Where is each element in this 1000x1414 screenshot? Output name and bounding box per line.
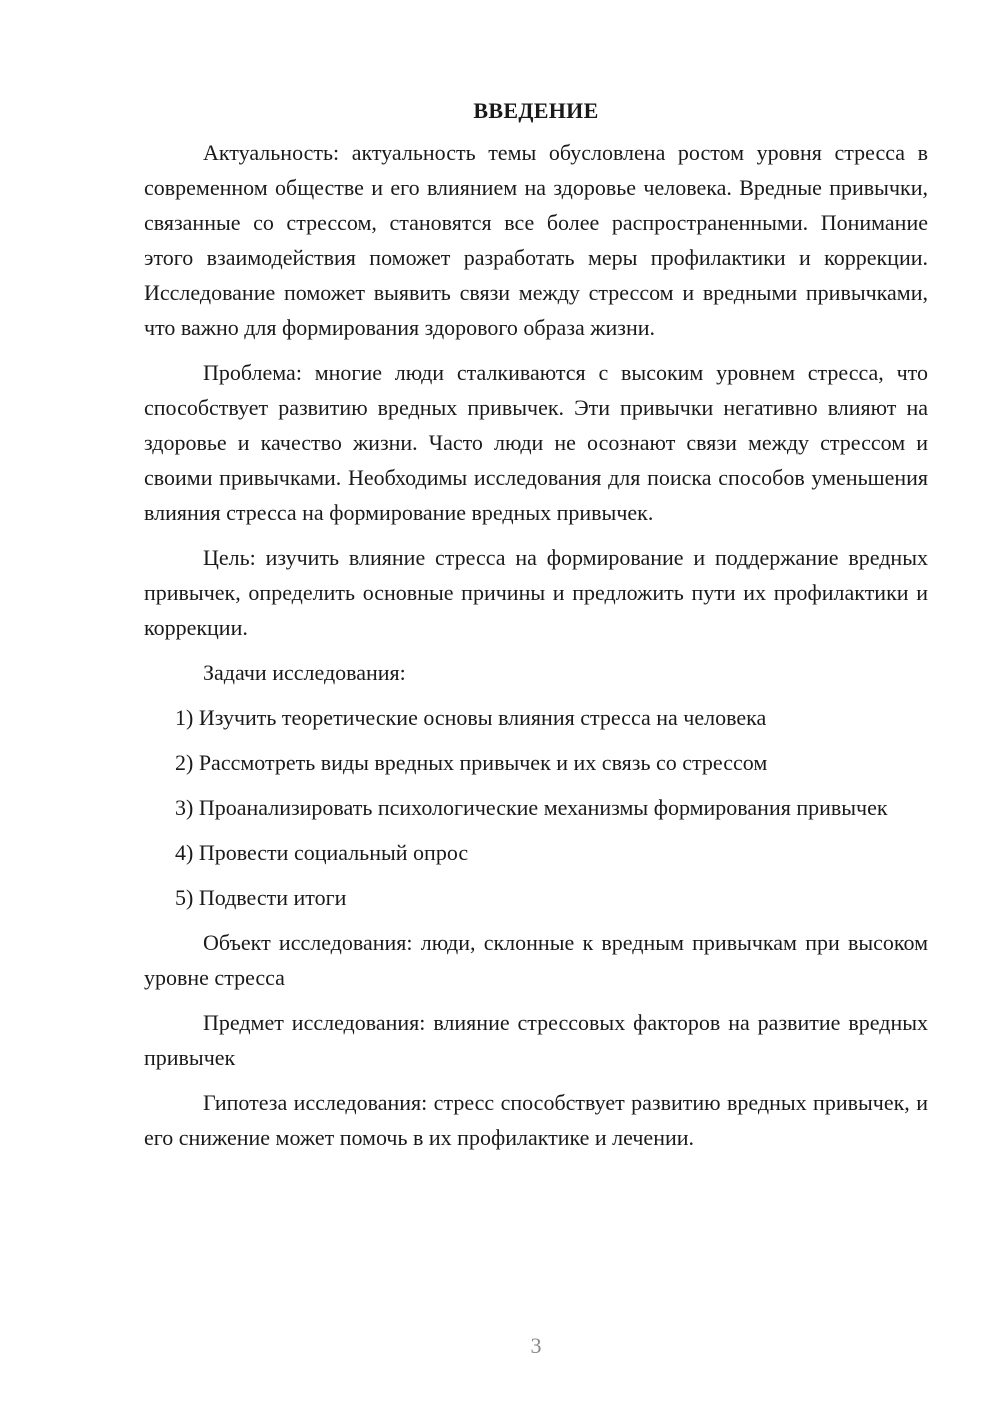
task-item-4: 4) Провести социальный опрос [175, 840, 469, 865]
paragraph-subject: Предмет исследования: влияние стрессовых факторов на развитие вредных привычек [144, 1010, 928, 1070]
paragraph-goal: Цель: изучить влияние стресса на формирование и поддержание вредных привычек, определить основные причины и предложить пути их профилактики и коррекции. [144, 545, 928, 640]
section-title: ВВЕДЕНИЕ [473, 98, 599, 123]
task-item-3: 3) Проанализировать психологические механизмы формирования привычек [175, 795, 888, 820]
paragraph-problem: Проблема: многие люди сталкиваются с высоким уровнем стресса, что способствует развитию вредных привычек. Эти привычки негативно влияют на здоровье и качество жизни. Часто люди не осознают связи между стрессом и своими привычками. Необходимы исследования для поиска способов уменьшения влияния стресса на формирование вредных привычек. [144, 360, 928, 525]
task-item-5: 5) Подвести итоги [175, 885, 347, 910]
page-number: 3 [530, 1333, 542, 1358]
paragraph-hypothesis: Гипотеза исследования: стресс способствует развитию вредных привычек, и его снижение может помочь в их профилактике и лечении. [144, 1090, 928, 1150]
page-content [144, 96, 928, 1165]
task-item-1: 1) Изучить теоретические основы влияния стресса на человека [175, 705, 767, 730]
paragraph-tasks-heading: Задачи исследования: [203, 660, 406, 685]
paragraph-object: Объект исследования: люди, склонные к вредным привычкам при высоком уровне стресса [144, 930, 928, 990]
paragraph-relevance: Актуальность: актуальность темы обусловлена ростом уровня стресса в современном обществе и его влиянием на здоровье человека. Вредные привычки, связанные со стрессом, становятся все более распространенными. Понимание этого взаимодействия поможет разработать меры профилактики и коррекции. Исследование поможет выявить связи между стрессом и вредными привычками, что важно для формирования здорового образа жизни. [144, 140, 928, 340]
task-item-2: 2) Рассмотреть виды вредных привычек и их связь со стрессом [175, 750, 768, 775]
